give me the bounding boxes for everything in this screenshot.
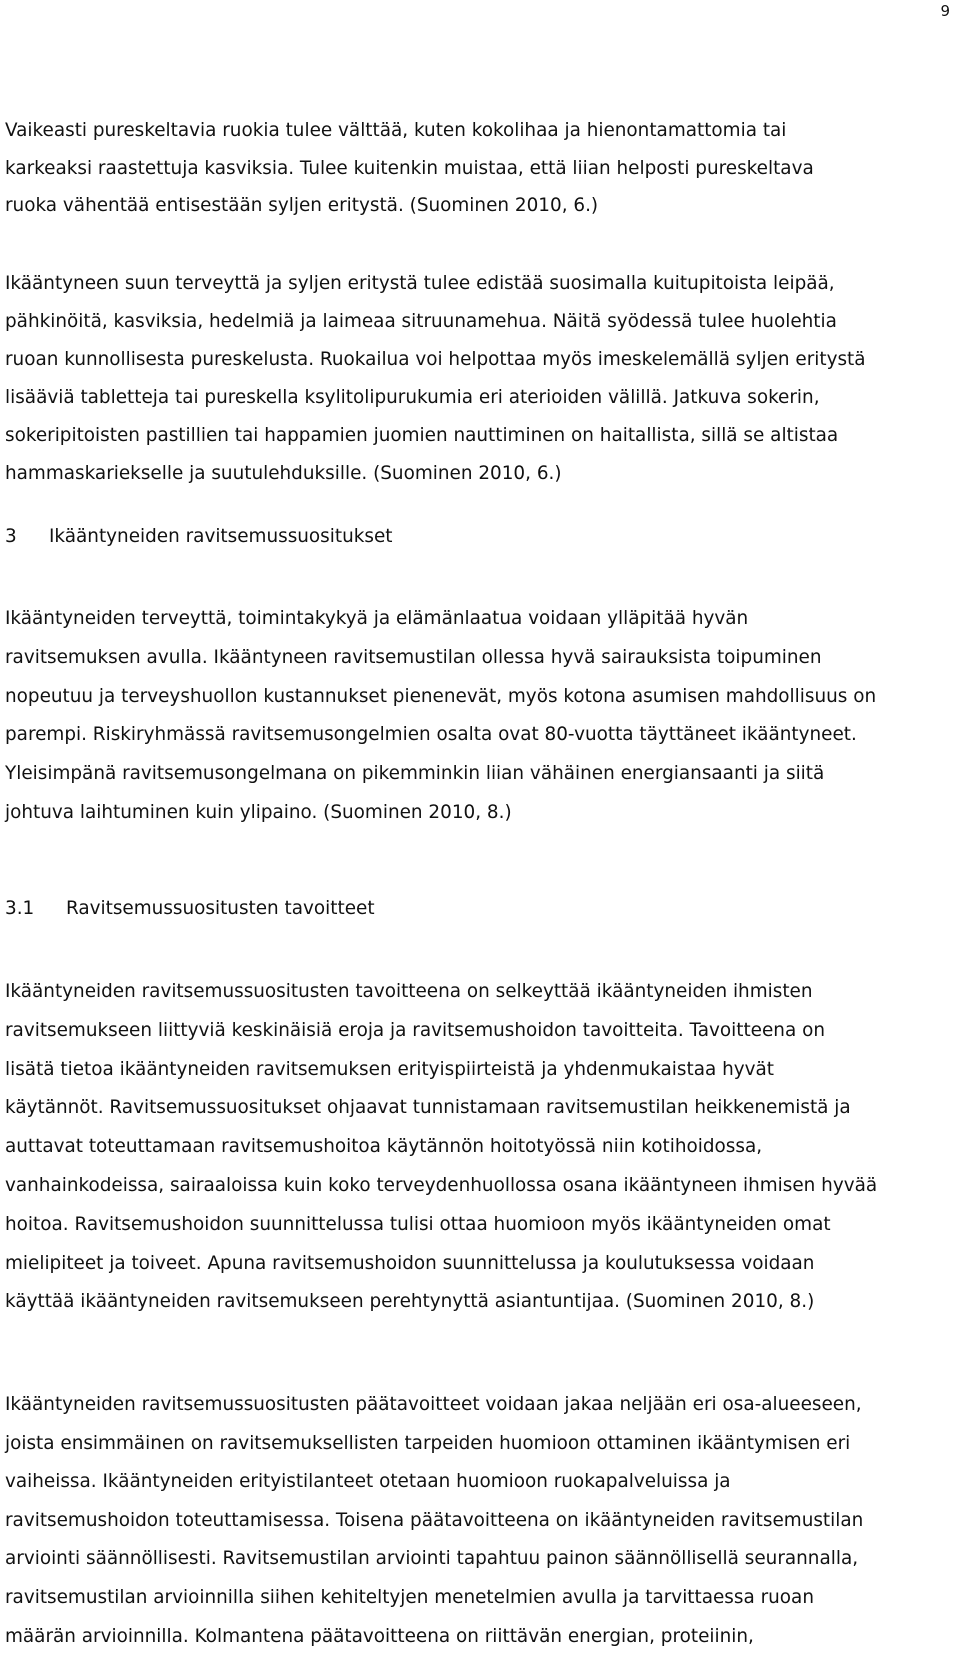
text-line: ravitsemushoidon toteuttamisessa. Toisena päätavoitteena on ikääntyneiden ravitsemustilan <box>5 1509 864 1531</box>
paragraph-3 <box>5 600 942 833</box>
text-line: käyttää ikääntyneiden ravitsemukseen perehtynyttä asiantuntijaa. (Suominen 2010, 8.) <box>5 1291 815 1313</box>
text-line: johtuva laihtuminen kuin ylipaino. (Suominen 2010, 8.) <box>5 801 512 823</box>
section-number: 3.1 <box>5 898 35 919</box>
text-line: arviointi säännöllisesti. Ravitsemustilan arviointi tapahtuu painon säännöllisellä seurannalla, <box>5 1548 859 1570</box>
section-title: Ikääntyneiden ravitsemussuositukset <box>49 526 393 547</box>
text-line: sokeripitoisten pastillien tai happamien juomien nauttiminen on haitallista, sillä se altistaa <box>5 425 839 446</box>
text-line: joista ensimmäinen on ravitsemuksellisten tarpeiden huomioon ottaminen ikääntymisen eri <box>5 1432 851 1454</box>
text-line: parempi. Riskiryhmässä ravitsemusongelmien osalta ovat 80-vuotta täyttäneet ikääntyneet. <box>5 724 857 746</box>
text-line: hoitoa. Ravitsemushoidon suunnittelussa tulisi ottaa huomioon myös ikääntyneiden omat <box>5 1213 831 1235</box>
section-title: Ravitsemussuositusten tavoitteet <box>66 898 375 919</box>
text-line: Ikääntyneiden ravitsemussuositusten päätavoitteet voidaan jakaa neljään eri osa-alueeseen, <box>5 1394 862 1415</box>
text-line: ravitsemuksen avulla. Ikääntyneen ravitsemustilan ollessa hyvä sairauksista toipuminen <box>5 646 822 668</box>
page-number: 9 <box>940 2 950 20</box>
text-line: ravitsemukseen liittyviä keskinäisiä eroja ja ravitsemushoidon tavoitteita. Tavoitteena on <box>5 1019 825 1041</box>
text-line: vanhainkodeissa, sairaaloissa kuin koko terveydenhuollossa osana ikääntyneen ihmisen hyvää <box>5 1174 878 1196</box>
text-line: määrän arvioinnilla. Kolmantena päätavoitteena on riittävän energian, proteiinin, <box>5 1625 754 1647</box>
text-line: ravitsemustilan arvioinnilla siihen kehiteltyjen menetelmien avulla ja tarvittaessa ruoan <box>5 1586 814 1608</box>
paragraph-2 <box>5 265 942 493</box>
text-line: lisätä tietoa ikääntyneiden ravitsemuksen erityispiirteistä ja yhdenmukaistaa hyvät <box>5 1058 774 1080</box>
text-line: käytännöt. Ravitsemussuositukset ohjaavat tunnistamaan ravitsemustilan heikkenemistä ja <box>5 1097 851 1119</box>
paragraph-4 <box>5 973 942 1322</box>
text-line: ruoka vähentää entisestään syljen eritystä. (Suominen 2010, 6.) <box>5 195 599 216</box>
text-line: ruoan kunnollisesta pureskelusta. Ruokailua voi helpottaa myös imeskelemällä syljen eritystä <box>5 349 866 370</box>
text-line: pähkinöitä, kasviksia, hedelmiä ja laimeaa sitruunamehua. Näitä syödessä tulee huolehtia <box>5 311 837 332</box>
text-line: lisääviä tabletteja tai pureskella ksylitolipurukumia eri aterioiden välillä. Jatkuva sokerin, <box>5 387 820 408</box>
text-line: Vaikeasti pureskeltavia ruokia tulee välttää, kuten kokolihaa ja hienontamattomia tai <box>5 120 787 141</box>
text-line: vaiheissa. Ikääntyneiden erityistilanteet otetaan huomioon ruokapalveluissa ja <box>5 1471 731 1493</box>
section-number: 3 <box>5 526 17 547</box>
paragraph-5 <box>5 1386 942 1656</box>
section-heading <box>5 526 393 547</box>
text-line: Ikääntyneiden terveyttä, toimintakykyä ja elämänlaatua voidaan ylläpitää hyvän <box>5 608 749 629</box>
text-line: Ikääntyneen suun terveyttä ja syljen eritystä tulee edistää suosimalla kuitupitoista leipää, <box>5 273 835 294</box>
text-line: karkeaksi raastettuja kasviksia. Tulee kuitenkin muistaa, että liian helposti pureskeltava <box>5 157 814 179</box>
paragraph-1 <box>5 112 942 225</box>
subsection-heading <box>5 898 375 919</box>
text-line: mielipiteet ja toiveet. Apuna ravitsemushoidon suunnittelussa ja koulutuksessa voidaan <box>5 1252 815 1274</box>
text-line: nopeutuu ja terveyshuollon kustannukset pienenevät, myös kotona asumisen mahdollisuus on <box>5 685 877 707</box>
text-line: hammaskariekselle ja suutulehduksille. (Suominen 2010, 6.) <box>5 463 562 484</box>
text-line: Yleisimpänä ravitsemusongelmana on pikemminkin liian vähäinen energiansaanti ja siitä <box>5 763 825 785</box>
text-line: Ikääntyneiden ravitsemussuositusten tavoitteena on selkeyttää ikääntyneiden ihmisten <box>5 981 813 1002</box>
text-line: auttavat toteuttamaan ravitsemushoitoa käytännön hoitotyössä niin kotihoidossa, <box>5 1136 763 1158</box>
